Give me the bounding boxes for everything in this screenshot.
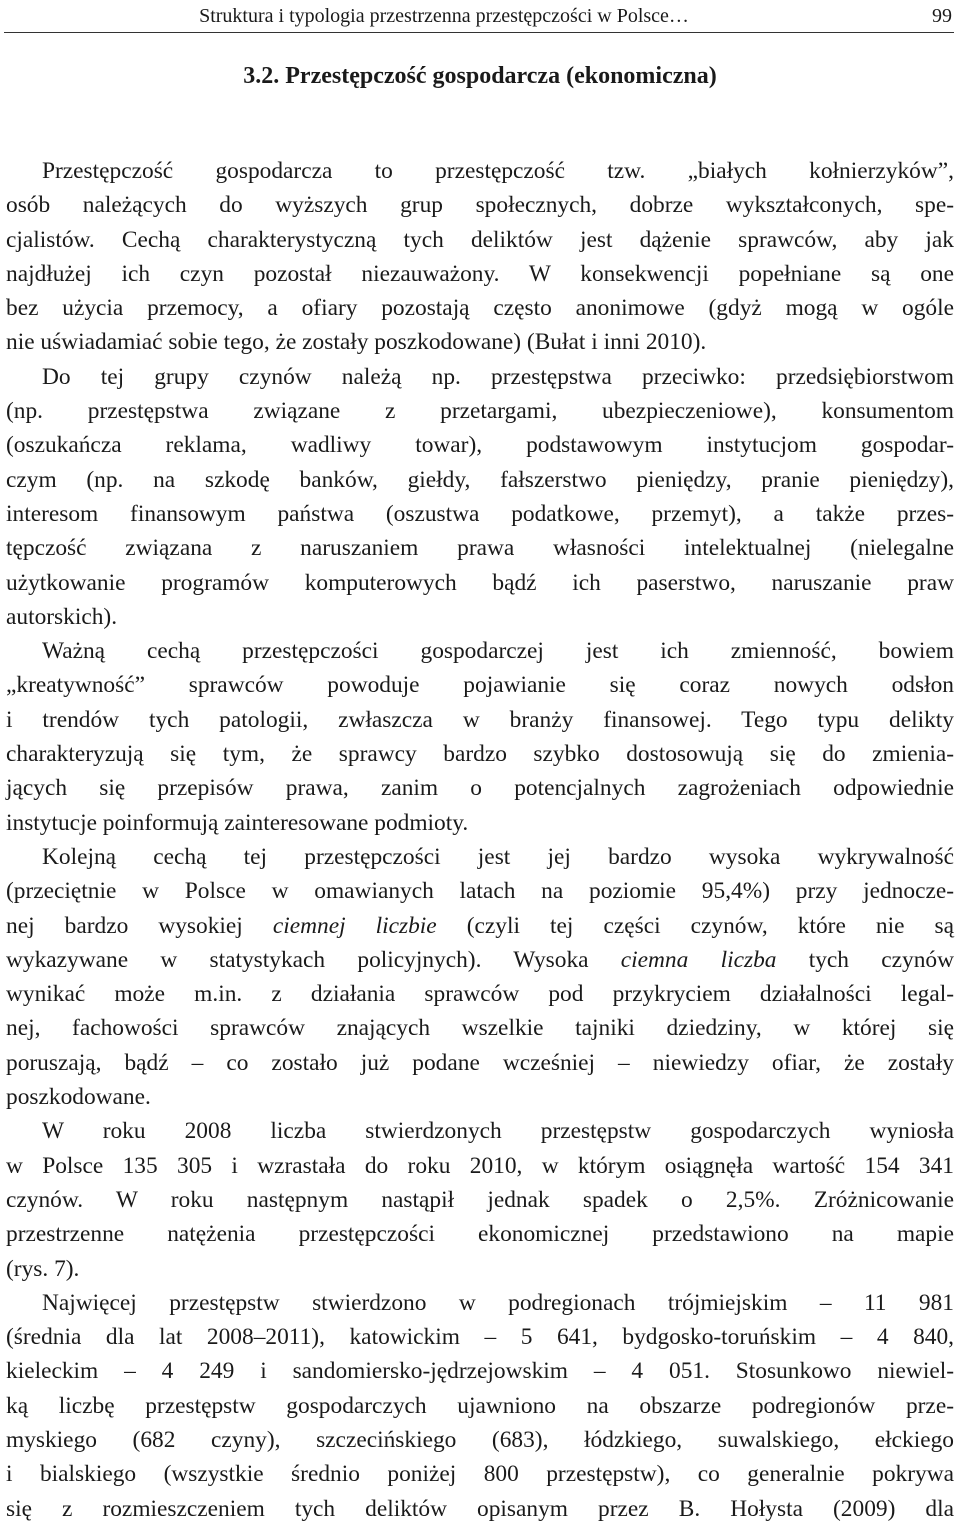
- text-segment: użytkowanie programów komputerowych bądź ich paserstwo, naruszanie praw: [6, 569, 954, 596]
- text-line: [6, 977, 954, 1011]
- text-line: [6, 840, 954, 874]
- text-segment: nie uświadamiać sobie tego, że zostały poszkodowane) (Bułat i inni 2010).: [6, 329, 707, 356]
- text-line: [6, 703, 954, 737]
- text-line: [6, 1457, 954, 1491]
- text-line: [6, 188, 954, 222]
- text-segment: wykazywane w statystykach policyjnych). Wysoka: [6, 946, 621, 973]
- text-line: [6, 428, 954, 462]
- text-segment: jących się przepisów prawa, zanim o potencjalnych zagrożeniach odpowiednie: [6, 775, 954, 802]
- text-segment: autorskich).: [6, 603, 118, 630]
- text-segment: interesom finansowym państwa (oszustwa podatkowe, przemyt), a także przes-: [6, 500, 954, 527]
- text-segment: (przeciętnie w Polsce w omawianych latach na poziomie 95,4%) przy jednocze-: [6, 878, 954, 905]
- text-segment: i bialskiego (wszystkie średnio poniżej 800 przestępstw), co generalnie pokrywa: [6, 1461, 954, 1488]
- text-segment: się z rozmieszczeniem tych deliktów opisanym przez B. Hołysta (2009) dla: [6, 1495, 954, 1522]
- text-line: [6, 806, 954, 840]
- text-segment: W roku 2008 liczba stwierdzonych przestępstw gospodarczych wyniosła: [42, 1118, 954, 1145]
- text-line: [6, 257, 954, 291]
- text-line: [6, 771, 954, 805]
- text-segment: instytucje poinformują zainteresowane podmioty.: [6, 809, 469, 836]
- text-segment: czynów. W roku następnym nastąpił jednak spadek o 2,5%. Zróżnicowanie: [6, 1186, 954, 1213]
- text-segment: bez użycia przemocy, a ofiary pozostają często anonimowe (gdyż mogą w ogóle: [6, 295, 954, 322]
- text-segment: najdłużej ich czyn pozostał niezauważony. W konsekwencji popełniane są one: [6, 260, 954, 287]
- text-line: [6, 634, 954, 668]
- text-line: [6, 463, 954, 497]
- text-segment: poruszają, bądź – co zostało już podane wcześniej – niewiedzy ofiar, że zostały: [6, 1049, 954, 1076]
- text-segment: (średnia dla lat 2008–2011), katowickim – 5 641, bydgosko-toruńskim – 4 840,: [6, 1324, 954, 1351]
- text-line: [6, 531, 954, 565]
- text-segment: (np. przestępstwa związane z przetargami, ubezpieczeniowe), konsumentom: [6, 398, 954, 425]
- text-line: [6, 1389, 954, 1423]
- text-line: [6, 1492, 954, 1526]
- text-segment: czym (np. na szkodę banków, giełdy, fałszerstwo pieniędzy, pranie pieniędzy),: [6, 466, 954, 493]
- text-segment: poszkodowane.: [6, 1084, 151, 1111]
- text-segment: cjalistów. Cechą charakterystyczną tych deliktów jest dążenie sprawców, aby jak: [6, 226, 954, 253]
- text-line: [6, 1252, 954, 1286]
- text-line: [6, 223, 954, 257]
- text-line: [6, 1046, 954, 1080]
- text-line: [6, 1286, 954, 1320]
- text-segment: i trendów tych patologii, zwłaszcza w branży finansowej. Tego typu delikty: [6, 706, 954, 733]
- text-line: [6, 1354, 954, 1388]
- text-segment: w Polsce 135 305 i wzrastała do roku 2010, w którym osiągnęła wartość 154 341: [6, 1152, 954, 1179]
- text-segment: kieleckim – 4 249 i sandomiersko-jędrzejowskim – 4 051. Stosunkowo niewiel-: [6, 1358, 954, 1385]
- text-segment: charakteryzują się tym, że sprawcy bardzo szybko dostosowują się do zmienia-: [6, 741, 954, 768]
- text-line: [6, 1217, 954, 1251]
- text-line: [6, 1011, 954, 1045]
- text-line: [6, 943, 954, 977]
- text-segment: Kolejną cechą tej przestępczości jest jej bardzo wysoka wykrywalność: [42, 843, 954, 870]
- text-line: [6, 737, 954, 771]
- text-line: [6, 497, 954, 531]
- text-segment: przestrzenne natężenia przestępczości ekonomicznej przedstawiono na mapie: [6, 1221, 954, 1248]
- text-segment: Ważną cechą przestępczości gospodarczej jest ich zmienność, bowiem: [42, 638, 954, 665]
- text-segment: nej bardzo wysokiej: [6, 912, 273, 939]
- text-segment: „kreatywność” sprawców powoduje pojawianie się coraz nowych odsłon: [6, 672, 954, 699]
- text-segment: tępczość związana z naruszaniem prawa własności intelektualnej (nielegalne: [6, 535, 954, 562]
- text-line: [6, 154, 954, 188]
- text-line: [6, 360, 954, 394]
- text-line: [6, 325, 954, 359]
- text-segment: nej, fachowości sprawców znających wszelkie tajniki dziedziny, w której się: [6, 1015, 954, 1042]
- italic-term: ciemna liczba: [620, 946, 777, 973]
- page-number: 99: [932, 5, 952, 27]
- text-line: [6, 1149, 954, 1183]
- text-line: [6, 291, 954, 325]
- text-segment: wynikać może m.in. z działania sprawców pod przykryciem działalności legal-: [6, 981, 954, 1008]
- text-segment: osób należących do wyższych grup społecznych, dobrze wykształconych, spe-: [6, 192, 954, 219]
- text-segment: (czyli tej części czynów, które nie są: [436, 912, 954, 939]
- text-segment: ką liczbę przestępstw gospodarczych ujawniono na obszarze podregionów prze-: [6, 1392, 954, 1419]
- text-line: [6, 1423, 954, 1457]
- text-segment: Do tej grupy czynów należą np. przestępstwa przeciwko: przedsiębiorstwom: [42, 363, 954, 390]
- body-text: [6, 154, 954, 1526]
- text-segment: tych czynów: [776, 946, 954, 973]
- section-heading: 3.2. Przestępczość gospodarcza (ekonomiczna): [243, 63, 717, 89]
- text-segment: (oszukańcza reklama, wadliwy towar), podstawowym instytucjom gospodar-: [6, 432, 954, 459]
- running-header: [4, 0, 954, 33]
- text-line: [6, 394, 954, 428]
- text-segment: (rys. 7).: [6, 1255, 80, 1282]
- text-line: [6, 1320, 954, 1354]
- text-line: [6, 874, 954, 908]
- text-line: [6, 566, 954, 600]
- text-line: [6, 600, 954, 634]
- text-line: [6, 909, 954, 943]
- italic-term: ciemnej liczbie: [272, 912, 437, 939]
- text-line: [6, 668, 954, 702]
- text-line: [6, 1080, 954, 1114]
- running-header-title: Struktura i typologia przestrzenna przestępczości w Polsce…: [199, 5, 689, 27]
- text-segment: Najwięcej przestępstw stwierdzono w podregionach trójmiejskim – 11 981: [42, 1289, 954, 1316]
- text-line: [6, 1183, 954, 1217]
- text-line: [6, 1114, 954, 1148]
- text-segment: myskiego (682 czyny), szczecińskiego (683), łódzkiego, suwalskiego, ełckiego: [6, 1426, 954, 1453]
- text-segment: Przestępczość gospodarcza to przestępczość tzw. „białych kołnierzyków”,: [42, 158, 954, 184]
